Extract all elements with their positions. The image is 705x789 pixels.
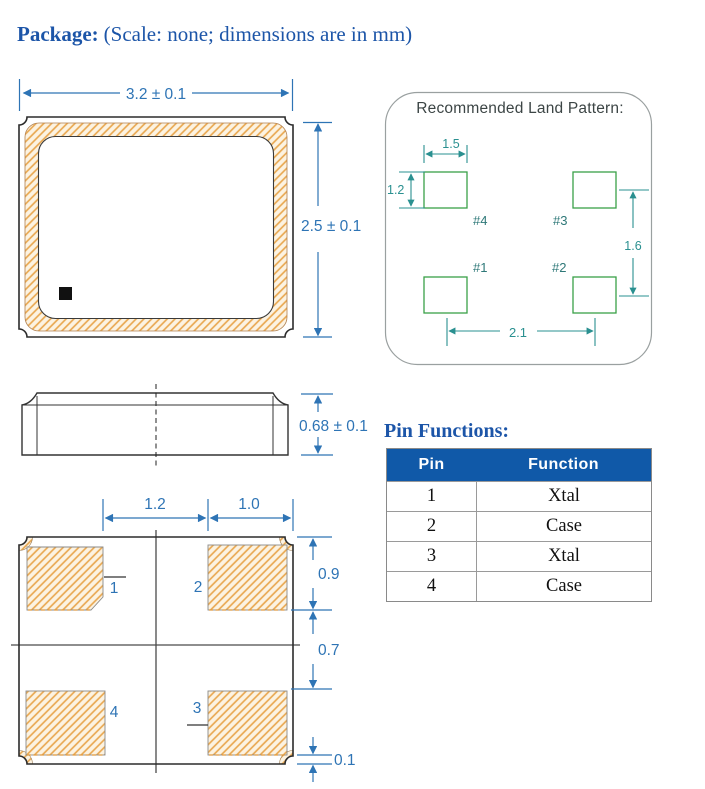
top-view	[19, 79, 361, 337]
bottom-view-edge-dim: 0.1	[334, 752, 356, 769]
land-pattern-pad-width-dim: 1.5	[442, 137, 460, 151]
land-pad-2	[573, 277, 616, 313]
bottom-view-gap-dim: 0.7	[318, 642, 340, 659]
page-title-label: Package:	[17, 22, 99, 46]
pin-function-cell: Case	[476, 512, 651, 541]
bottom-view-right-span-dim: 1.0	[238, 496, 260, 513]
land-pattern	[386, 93, 652, 365]
land-pad-3	[573, 172, 616, 208]
land-pad-2-label: #2	[552, 260, 567, 275]
land-pad-1	[424, 277, 467, 313]
pin-function-cell: Case	[476, 572, 651, 601]
pin-number-cell: 4	[426, 576, 437, 596]
top-view-width-dim: 3.2 ± 0.1	[125, 86, 187, 103]
bottom-view	[6, 496, 356, 782]
land-pattern-pad-height-dim: 1.2	[387, 183, 405, 197]
pad-2	[208, 545, 287, 610]
table-row	[387, 481, 651, 511]
pad-1-label: 1	[109, 580, 119, 597]
side-view-outline	[22, 393, 288, 455]
land-pattern-box	[386, 93, 652, 365]
pad-2-label: 2	[193, 579, 203, 596]
pad-1	[27, 547, 103, 610]
pin-functions-table	[386, 448, 652, 602]
table-row	[387, 571, 651, 601]
pin-function-cell: Xtal	[476, 542, 651, 571]
pad-4-label: 4	[109, 704, 119, 721]
pin-functions-title: Pin Functions:	[384, 420, 510, 442]
pad-3	[208, 691, 287, 755]
pin1-index-mark	[59, 287, 72, 300]
land-pattern-vertical-pitch-dim: 1.6	[624, 239, 642, 253]
table-row	[387, 511, 651, 541]
land-pad-3-label: #3	[553, 213, 568, 228]
bottom-view-pad-height-dim: 0.9	[318, 566, 340, 583]
land-pattern-title: Recommended Land Pattern:	[416, 100, 624, 117]
pin-function-cell: Xtal	[476, 482, 651, 511]
land-pattern-horizontal-pitch-dim: 2.1	[508, 325, 528, 340]
land-pad-4	[424, 172, 467, 208]
pin-table-header	[387, 449, 651, 481]
function-column-header: Function	[528, 456, 599, 473]
pin-column-header: Pin	[418, 456, 445, 473]
pin-number-cell: 2	[426, 516, 437, 536]
pad-4	[26, 691, 105, 755]
pin-number-cell: 1	[426, 486, 437, 506]
pin-number-cell: 3	[426, 546, 437, 566]
side-view	[22, 384, 368, 469]
top-view-lid	[39, 137, 274, 319]
land-pad-4-label: #4	[473, 213, 488, 228]
side-view-thickness-dim: 0.68 ± 0.1	[299, 418, 368, 435]
pad-3-label: 3	[192, 700, 202, 717]
table-row	[387, 541, 651, 571]
top-view-height-dim: 2.5 ± 0.1	[301, 218, 362, 235]
land-pad-1-label: #1	[473, 260, 488, 275]
bottom-view-left-span-dim: 1.2	[144, 496, 166, 513]
page-title-subtitle: (Scale: none; dimensions are in mm)	[103, 22, 413, 46]
